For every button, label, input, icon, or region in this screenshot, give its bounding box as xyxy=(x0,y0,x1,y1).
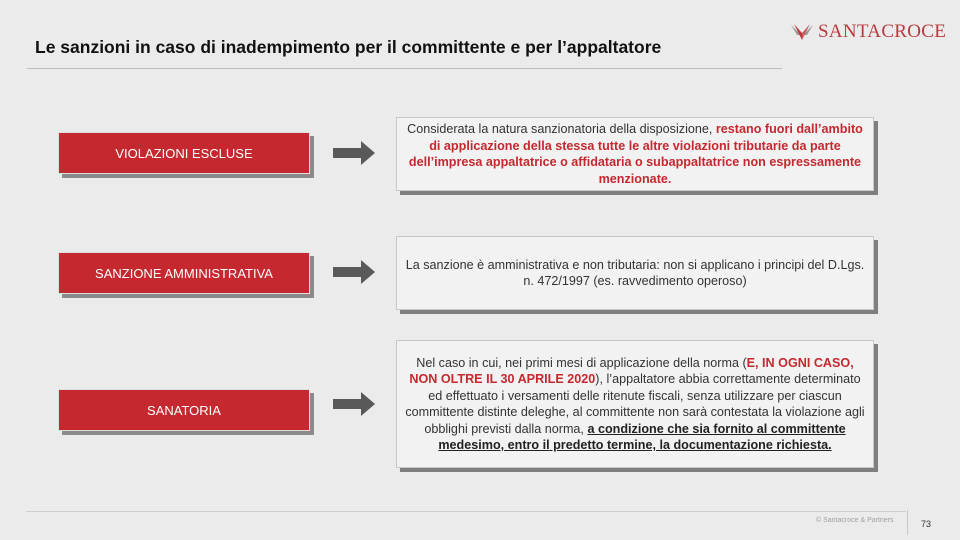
row-description xyxy=(403,355,867,454)
desc-sanzione-amministrativa xyxy=(396,236,874,310)
label-sanatoria xyxy=(58,389,310,431)
desc-sanatoria xyxy=(396,340,874,468)
desc-text: Nel caso in cui, nei primi mesi di applicazione della norma ( xyxy=(416,355,747,370)
page-number: 73 xyxy=(921,519,932,529)
desc-highlight: E, IN OGNI CASO, NON OLTRE IL 30 APRILE 2020 xyxy=(409,355,854,386)
row-label: SANATORIA xyxy=(147,402,221,418)
slide-title: Le sanzioni in caso di inadempimento per il committente e per l’appaltatore xyxy=(35,37,662,57)
footer-separator xyxy=(907,510,908,535)
right-arrow-icon xyxy=(333,260,375,284)
desc-highlight: restano fuori dall’ambito di applicazione della stessa tutte le altre violazioni tributarie da parte dell’impresa appaltatrice o affidataria o subappaltatrice non espressamente menzionate. xyxy=(408,122,863,186)
row-label: VIOLAZIONI ESCLUSE xyxy=(115,145,253,161)
footer-copyright: © Santacroce & Partners xyxy=(816,517,894,524)
right-arrow-icon xyxy=(333,392,375,416)
footer-divider xyxy=(26,511,906,512)
label-sanzione-amministrativa xyxy=(58,252,310,294)
row-label: SANZIONE AMMINISTRATIVA xyxy=(95,265,273,281)
right-arrow-icon xyxy=(333,141,375,165)
desc-text: Considerata la natura sanzionatoria della disposizione, xyxy=(407,122,716,136)
desc-text: La sanzione è amministrativa e non tributaria: non si applicano i principi del D.Lgs. n. 472/1997 (es. ravvedimento operoso) xyxy=(405,257,865,288)
label-violazioni-escluse xyxy=(58,132,310,174)
title-divider xyxy=(27,68,782,69)
row-description xyxy=(403,121,867,187)
santacroce-winged-mark-icon xyxy=(790,22,814,42)
desc-violazioni-escluse xyxy=(396,117,874,191)
brand-name: SANTACROCE xyxy=(818,21,947,42)
brand-logo xyxy=(790,18,946,46)
row-description xyxy=(403,257,867,290)
desc-condition: a condizione che sia fornito al committente medesimo, entro il predetto termine, la documentazione richiesta. xyxy=(438,421,846,452)
desc-text: ), l’appaltatore abbia correttamente determinato ed effettuato i versamenti delle ritenute fiscali, senza utilizzare per ciascun committente distinte deleghe, al committente non sarà contestata la violazione agli obblighi previsti dalla norma, xyxy=(405,372,865,436)
